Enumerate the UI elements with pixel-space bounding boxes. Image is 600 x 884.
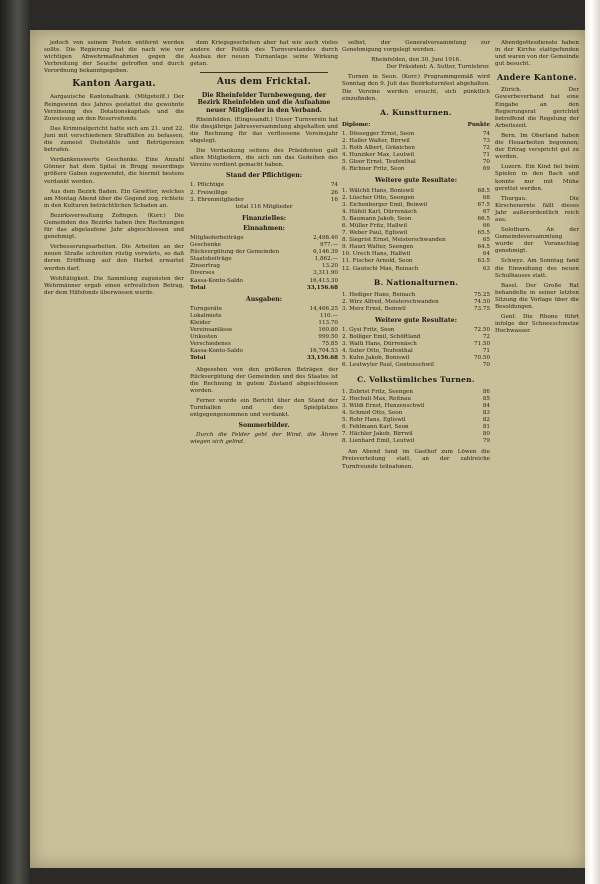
- income-row: Mitgliederbeiträge 2,498.40: [190, 234, 338, 241]
- result-row: [342, 166, 490, 173]
- result-points: 70: [482, 362, 490, 369]
- result-row: [342, 251, 490, 258]
- expense-total: Total 33,156.68: [190, 355, 338, 362]
- column-3: [342, 40, 490, 474]
- result-points: 70.50: [473, 355, 490, 362]
- result-points: 81: [482, 424, 490, 431]
- result-row: [342, 424, 490, 431]
- result-row: [342, 145, 490, 152]
- result-points: 72: [482, 145, 490, 152]
- expense-list: [190, 306, 338, 363]
- result-name: 5. Kuhn Jakob, Boniswil: [342, 355, 410, 362]
- result-points: 71: [482, 348, 490, 355]
- column-1: [44, 40, 184, 300]
- article-paragraph: Verbesserungsarbeiten. Die Arbeiten an der neuen Straße schreiten rüstig vorwärts, so daß deren Eröffnung auf den Herbst erwartet werden darf.: [44, 244, 184, 272]
- result-row: [342, 306, 490, 313]
- result-points: 73.75: [473, 305, 490, 312]
- subheading: Die Rheinfelder Turnbewegung, der Bezirk Rheinfelden und die Aufnahme neuer Mitglieder in den Verband.: [197, 92, 331, 114]
- result-name: 4. Häfeli Karl, Dürrenäsch: [342, 208, 417, 215]
- heading-fricktal: Aus dem Fricktal.: [216, 77, 312, 88]
- dateline: Rheinfelden, den 30. Juni 1916.: [371, 57, 461, 64]
- income-title: Einnahmen:: [243, 224, 285, 232]
- more-results-label: Weitere gute Resultate:: [374, 177, 457, 185]
- article-paragraph: Ferner wurde ein Bericht über den Stand der Turnhallen und des Spielplatzes entgegengenommen und verdankt.: [190, 397, 338, 419]
- expense-row: Kleider 113.70: [190, 320, 338, 326]
- expense-row: Kassa-Konto-Saldo 16,704.53: [190, 348, 338, 355]
- result-row: [342, 292, 490, 299]
- result-name: 8. Siegrist Ernst, Meisterschwanden: [342, 237, 446, 244]
- article-paragraph: Rheinfelden. (Eingesandt.) Unser Turnverein hat die diesjährige Jahresversammlung abgehalten und die Rechnung für das verflossene Vereinsjahr abgelegt.: [190, 116, 338, 144]
- count-total: total 116 Mitglieder: [235, 203, 293, 210]
- result-points: 64: [482, 251, 490, 258]
- result-row: [342, 131, 490, 138]
- count-row: 3. Ehrenmitglieder 16: [190, 196, 338, 203]
- col4-top: Abendgottesdienste haben in der Kirche stattgefunden und waren von der Gemeinde gut besucht.: [495, 40, 579, 68]
- result-name: 4. Schmid Otto, Seon: [342, 409, 403, 416]
- result-row: [342, 209, 490, 216]
- result-name: 2. Hochuli Max, Reitnau: [342, 395, 411, 402]
- result-points: 68: [482, 194, 490, 201]
- result-row: [342, 334, 490, 341]
- result-row: [342, 431, 490, 438]
- result-name: 4. Hunziker Max, Leutwil: [342, 152, 415, 159]
- result-row: [342, 327, 490, 334]
- count-row: 1. Pflichtige 74: [190, 182, 338, 189]
- expense-row: Turngeräte 14,466.25: [190, 305, 338, 312]
- result-name: 2. Bolliger Emil, Schöftland: [342, 334, 421, 341]
- article-paragraph: Aus dem Bezirk Baden. Ein Gewitter, welches am Montag Abend über die Gegend zog, richtete in den Kulturen beträchtlichen Schaden an.: [44, 188, 184, 209]
- result-points: 65: [482, 237, 490, 244]
- results-header: Diplome: Punkte: [342, 121, 490, 128]
- result-points: 69: [482, 166, 490, 173]
- result-points: 74: [482, 130, 490, 137]
- result-name: 2. Wirz Alfred, Meisterschwanden: [342, 298, 439, 305]
- result-points: 75.25: [473, 291, 490, 298]
- result-name: 3. Walti Hans, Dürrenäsch: [342, 341, 417, 348]
- expense-title: Ausgaben:: [245, 295, 283, 303]
- result-name: 2. Haller Walter, Birrwil: [342, 137, 410, 144]
- result-points: 64.5: [477, 244, 490, 251]
- article-paragraph: Aargauische Kantonalbank. (Mitgeteilt.) Der Reingewinn des Jahres gestattet die gewohnte Verzinsung des Dotationskapitals und die Zuweisung an den Reservefonds.: [44, 94, 184, 122]
- result-row: [342, 244, 490, 251]
- next-page-edge: [585, 0, 600, 884]
- result-points: 80: [482, 431, 490, 438]
- result-name: 1. Zobrist Fritz, Seengen: [342, 388, 413, 395]
- result-name: 4. Suter Otto, Teufenthal: [342, 348, 413, 355]
- result-name: 2. Lüscher Otto, Seengen: [342, 194, 415, 201]
- result-row: [342, 258, 490, 265]
- result-row: [342, 403, 490, 410]
- result-points: 70: [482, 159, 490, 166]
- result-name: 5. Baumann Jakob, Seon: [342, 215, 412, 222]
- income-row: Kassa-Konto-Saldo 16,413.30: [190, 277, 338, 284]
- result-name: 3. Roth Albert, Gränichen: [342, 145, 416, 152]
- result-row: [342, 138, 490, 145]
- result-points: 63: [482, 265, 490, 272]
- section-nationalturnen: B. Nationalturnen.: [373, 277, 459, 287]
- article-paragraph: Verdankenswerte Geschenke. Eine Anzahl Gönner hat dem Spital in Brugg neuerdings größere Gaben zugewendet, die hiermit bestens verdankt werden.: [44, 157, 184, 185]
- result-name: 1. Dössegger Ernst, Seon: [342, 130, 415, 137]
- verse-text: Durch die Felder geht der Wind, die Ähren wiegen sich gelind.: [190, 432, 338, 446]
- result-name: 1. Hediger Hans, Reinach: [342, 291, 416, 298]
- result-row: [342, 341, 490, 348]
- expense-row: Lokalmiete 110.—: [190, 312, 338, 319]
- col2-top: dem Kriegsgeschehen aber hat wie auch vieles andere der Politik des Turnvorstandes durch Ausbau der neuen Turnanlage seine Wirkung getan.: [190, 40, 338, 68]
- result-row: [342, 438, 490, 445]
- result-points: 71: [482, 152, 490, 159]
- result-name: 7. Hächler Jakob, Birrwil: [342, 431, 413, 438]
- section-volkstuemlich: C. Volkstümliches Turnen.: [357, 374, 475, 384]
- article-paragraph: Abgesehen von den größeren Beträgen der Rückvergütung der Gemeinden und des Staates ist die Rechnung in gutem Zustand abgeschlossen worden.: [190, 366, 338, 394]
- result-name: 1. Wälchli Hans, Boniswil: [342, 187, 414, 194]
- verse-title: Sommerbilder.: [238, 422, 290, 430]
- result-row: [342, 417, 490, 424]
- article-paragraph: Schwyz. Am Sonntag fand die Einweihung des neuen Schulhauses statt.: [495, 258, 579, 279]
- result-name: 11. Fischer Arnold, Seon: [342, 258, 413, 265]
- result-row: [342, 410, 490, 417]
- result-points: 79: [482, 438, 490, 445]
- result-row: [342, 299, 490, 306]
- result-row: [342, 230, 490, 237]
- result-name: 3. Eichenberger Emil, Beinwil: [342, 201, 428, 208]
- results-list: [342, 188, 490, 273]
- result-points: 82: [482, 416, 490, 423]
- result-points: 67: [482, 208, 490, 215]
- results-list: [342, 131, 490, 174]
- result-points: 83: [482, 409, 490, 416]
- section-kunstturnen: A. Kunstturnen.: [380, 107, 452, 117]
- expense-row: Vereinsanlässe 160.80: [190, 327, 338, 334]
- result-points: 85: [482, 395, 490, 402]
- result-row: [342, 159, 490, 166]
- result-points: 84: [482, 402, 490, 409]
- results-list: [342, 389, 490, 446]
- results-list: [342, 292, 490, 313]
- income-list: [190, 235, 338, 292]
- result-row: [342, 152, 490, 159]
- article-paragraph: Bezirksverwaltung Zofingen. (Korr.) Die Gemeinden des Bezirks haben ihre Rechnungen für das abgelaufene Jahr abgeschlossen und genehmigt.: [44, 212, 184, 241]
- result-points: 63.5: [477, 258, 490, 265]
- expense-row: Unkosten 999.50: [190, 334, 338, 341]
- count-row: 2. Freiwillige 26: [190, 189, 338, 196]
- article-paragraph: Genf. Die Rhone führt infolge der Schneeschmelze Hochwasser.: [495, 314, 579, 335]
- article-paragraph: Luzern. Ein Kind fiel beim Spielen in den Bach und konnte nur mit Mühe gerettet werden.: [495, 164, 579, 192]
- result-row: [342, 266, 490, 273]
- counts-list: [190, 182, 338, 210]
- result-name: 6. Müller Fritz, Hallwil: [342, 222, 408, 229]
- result-row: [342, 216, 490, 223]
- finance-title: Finanzielles:: [242, 214, 286, 222]
- result-name: 6. Richner Fritz, Seon: [342, 166, 405, 173]
- article-paragraph: Am Abend fand im Gasthof zum Löwen die Preisverteilung statt, an der zahlreiche Turnfreunde teilnahmen.: [342, 449, 490, 470]
- result-name: 12. Gautschi Max, Reinach: [342, 265, 419, 272]
- result-name: 5. Rohr Hans, Egliswil: [342, 416, 406, 423]
- result-name: 6. Fehlmann Karl, Seon: [342, 424, 409, 431]
- result-points: 66: [482, 222, 490, 229]
- result-points: 86: [482, 388, 490, 395]
- results-list: [342, 327, 490, 370]
- article-paragraph: Wohltätigkeit. Die Sammlung zugunsten der Wehrmänner ergab einen erfreulichen Betrag, der dem Hilfsfonds überwiesen wurde.: [44, 275, 184, 296]
- income-row: Rückvergütung der Gemeinden 6,146.39: [190, 249, 338, 256]
- heading-andere-kantone: Andere Kantone.: [497, 72, 577, 83]
- more-results-label: Weitere gute Resultate:: [374, 316, 457, 324]
- result-name: 5. Gloor Ernst, Teufenthal: [342, 159, 416, 166]
- income-row: Geschenke 977.—: [190, 242, 338, 249]
- result-name: 7. Weber Paul, Egliswil: [342, 230, 408, 237]
- signature: Der Präsident: A. Sutter, Turnlehrer.: [386, 64, 490, 71]
- result-points: 67.5: [477, 201, 490, 208]
- result-row: [342, 202, 490, 209]
- result-row: [342, 223, 490, 230]
- result-points: 73: [482, 137, 490, 144]
- result-points: 74.50: [473, 298, 490, 305]
- book-spine: [0, 0, 30, 884]
- income-row: Diverses 3,311.90: [190, 270, 338, 277]
- result-row: [342, 348, 490, 355]
- result-points: 72.50: [473, 327, 490, 333]
- result-row: [342, 188, 490, 195]
- article-paragraph: Zürich. Der Gewerbeverband hat eine Eingabe an den Regierungsrat gerichtet betreffend die Regelung der Arbeitszeit.: [495, 87, 579, 129]
- article-paragraph: Die Verdankung seitens des Präsidenten galt allen Mitgliedern, die sich um das Gedeihen des Vereins verdient gemacht haben.: [190, 148, 338, 169]
- article-paragraph: Bern. Im Oberland haben die Heuarbeiten begonnen; der Ertrag verspricht gut zu werden.: [495, 132, 579, 161]
- result-points: 72: [482, 334, 490, 341]
- result-row: [342, 389, 490, 396]
- article-paragraph: Solothurn. An der Gemeindeversammlung wurde der Voranschlag genehmigt.: [495, 227, 579, 255]
- result-row: [342, 396, 490, 403]
- result-name: 10. Urech Hans, Hallwil: [342, 251, 411, 258]
- result-row: [342, 355, 490, 362]
- article-paragraph: Turnen in Seon. (Korr.) Programmgemäß wird Sonntag den 9. Juli das Bezirksturnfest abgehalten. Die Vereine werden ersucht, sich pünktlich einzufinden.: [342, 74, 490, 102]
- result-name: 1. Gysi Fritz, Seon: [342, 327, 395, 333]
- result-name: 8. Lienhard Emil, Leutwil: [342, 438, 415, 445]
- col3-top: selbst, der Generalversammlung zur Genehmigung vorgelegt werden.: [342, 40, 490, 54]
- column-4: [495, 40, 579, 338]
- result-points: 65.5: [477, 230, 490, 237]
- result-name: 9. Hauri Walter, Seengen: [342, 244, 414, 251]
- result-row: [342, 237, 490, 244]
- result-points: 68.5: [477, 187, 490, 194]
- table-title: Stand der Pflichtigen:: [225, 172, 302, 180]
- result-name: 3. Merz Ernst, Beinwil: [342, 305, 406, 312]
- expense-row: Verschiedenes 75.85: [190, 341, 338, 348]
- article-paragraph: Basel. Der Große Rat behandelte in seiner letzten Sitzung die Vorlage über die Besoldungen.: [495, 282, 579, 310]
- article-paragraph: Das Kriminalgericht hatte sich am 21. und 22. Juni mit verschiedenen Straffällen zu befassen, die zumeist Diebstähle und Betrügereien betrafen.: [44, 125, 184, 154]
- income-row: Zinsertrag 13.20: [190, 263, 338, 270]
- divider: [200, 72, 328, 73]
- article-paragraph: Thurgau. Die Kirschenernte fällt dieses Jahr außerordentlich reich aus.: [495, 195, 579, 223]
- result-points: 71.50: [473, 341, 490, 348]
- column-2: [190, 40, 338, 450]
- result-name: 6. Leutwyler Paul, Gontenschwil: [342, 362, 434, 369]
- newspaper-page: [30, 30, 585, 868]
- result-name: 3. Wildi Ernst, Hunzenschwil: [342, 402, 425, 409]
- result-row: [342, 362, 490, 369]
- income-row: Staatsbeiträge 1,862.—: [190, 256, 338, 263]
- heading-kanton-aargau: Kanton Aargau.: [72, 79, 156, 90]
- result-points: 66.5: [477, 215, 490, 222]
- income-total: Total 33,156.68: [190, 284, 338, 291]
- col1-intro: jedoch von seinem Posten entfernt werden sollte. Die Regierung hat die nach wie vor wichtigen Abwehrmaßnahmen gegen die Verbreitung der Seuche getroffen und durch Verordnung bekanntgegeben.: [44, 40, 184, 75]
- result-row: [342, 195, 490, 202]
